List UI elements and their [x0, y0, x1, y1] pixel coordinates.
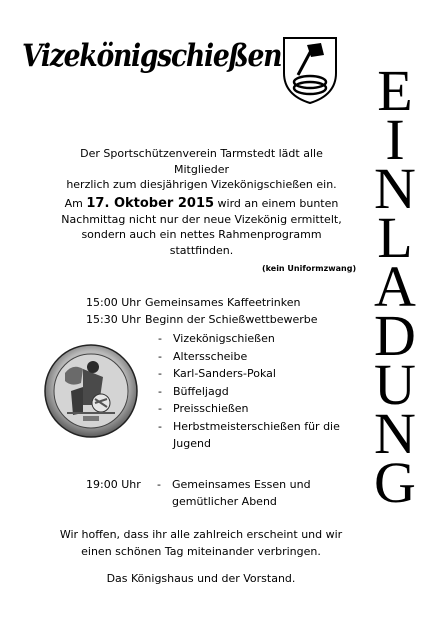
schedule-time: 15:30 Uhr: [86, 313, 141, 326]
schedule-event: Gemeinsames Kaffeetrinken: [145, 296, 301, 309]
schedule-row: [86, 294, 346, 311]
dress-code-note: (kein Uniformzwang): [262, 264, 357, 273]
signature: Das Königshaus und der Vorstand.: [106, 572, 296, 585]
vertical-letter: D: [374, 303, 416, 368]
closing-line: einen schönen Tag miteinander verbringen.: [81, 545, 321, 558]
intro-line: Der Sportschützenverein Tarmstedt lädt alle Mitglieder: [80, 147, 323, 176]
club-emblem-icon: [281, 35, 339, 105]
closing-line: Wir hoffen, dass ihr alle zahlreich erscheint und wir: [59, 528, 343, 541]
vertical-letter: G: [374, 450, 416, 515]
vertical-letter: I: [385, 107, 405, 172]
details-prefix: Am: [64, 197, 83, 210]
schedule-row: [86, 311, 346, 328]
schedule: [86, 294, 346, 328]
schedule-event: Beginn der Schießwettbewerbe: [145, 313, 318, 326]
vertical-letter: N: [374, 156, 416, 221]
evening-dash: -: [157, 478, 161, 491]
evening-line: gemütlicher Abend: [172, 495, 277, 508]
page-title: Vizekönigschießen: [22, 38, 282, 74]
vertical-letter: N: [374, 401, 416, 466]
vertical-letter: A: [374, 254, 416, 319]
details-line: sondern auch ein nettes Rahmenprogramm: [81, 228, 322, 241]
vertical-letter: L: [377, 205, 413, 270]
closing-paragraph: [42, 526, 360, 560]
schedule-time: 15:00 Uhr: [86, 296, 141, 309]
details-line: [58, 196, 345, 212]
evening-line: Gemeinsames Essen und: [172, 478, 311, 491]
event-date: 17. Oktober 2015: [86, 196, 215, 211]
details-suffix: wird an einem bunten: [217, 197, 339, 210]
intro-paragraph: [58, 146, 345, 193]
evening-time: 19:00 Uhr: [86, 478, 141, 491]
vertical-letter: E: [377, 58, 413, 123]
painted-target-disk-icon: [43, 343, 139, 439]
details-paragraph: [58, 196, 345, 258]
intro-line: herzlich zum diesjährigen Vizekönigschießen ein.: [66, 178, 337, 191]
vertical-letter: U: [374, 352, 416, 417]
details-line: stattfinden.: [169, 243, 234, 257]
vertical-einladung: [355, 58, 435, 515]
details-line: Nachmittag nicht nur der neue Vizekönig ermittelt,: [61, 212, 342, 226]
